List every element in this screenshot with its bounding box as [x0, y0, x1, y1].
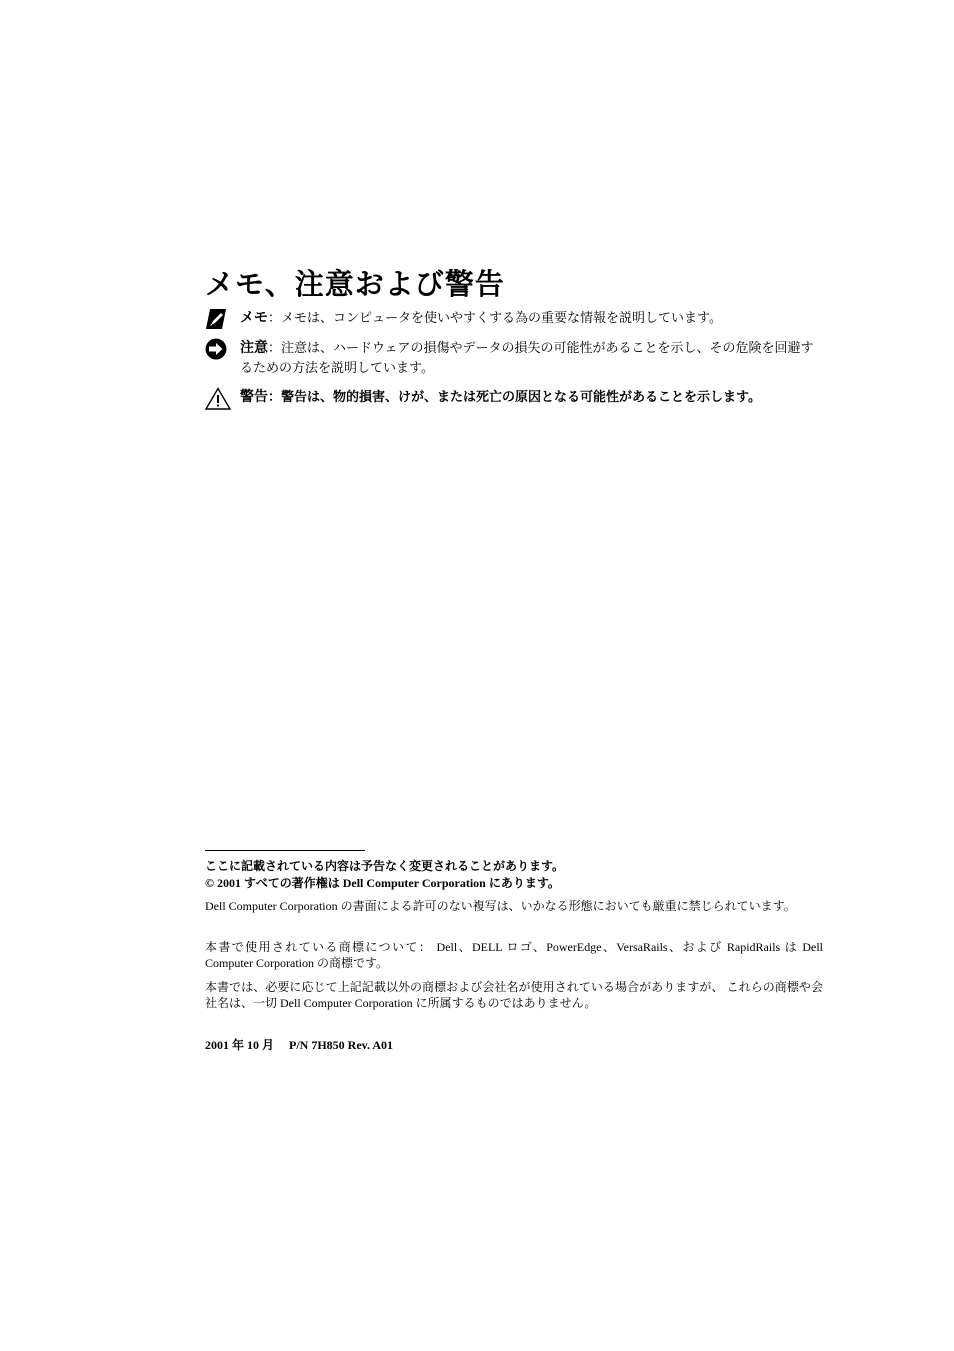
warning-text [240, 387, 825, 408]
caution-separator: ： [268, 341, 282, 356]
arrow-circle-icon [205, 338, 229, 362]
part-number-line: 2001 年 10 月 P/N 7H850 Rev. A01 [205, 1038, 393, 1052]
note-text [240, 308, 825, 329]
warning-label: 警告 [240, 389, 268, 405]
trademark-notice: 本書で使用されている商標について： Dell、DELL ロゴ、PowerEdge、VersaRails、および RapidRails は Dell Computer Corporation の商標です。 [205, 940, 823, 970]
caution-body: 注意は、ハードウェアの損傷やデータの損失の可能性があることを示し、その危険を回避するための方法を説明しています。 [240, 341, 814, 376]
change-notice: ここに記載されている内容は予告なく変更されることがあります。 [205, 859, 565, 873]
note-body: メモは、コンピュータを使いやすくする為の重要な情報を説明しています。 [281, 311, 722, 326]
warning-triangle-icon [205, 387, 229, 411]
other-trademark-notice: 本書では、必要に応じて上記記載以外の商標および会社名が使用されている場合がありますが、 これらの商標や会社名は、一切 Dell Computer Corporation に所属するものではありません。 [205, 980, 823, 1010]
footnote-divider [205, 850, 365, 851]
warning-body: 警告は、物的損害、けが、または死亡の原因となる可能性があることを示します。 [281, 390, 761, 405]
note-label: メモ [240, 310, 268, 326]
note-notice [205, 308, 825, 329]
warning-notice [205, 387, 825, 408]
copyright-line: © 2001 すべての著作権は Dell Computer Corporation にあります。 [205, 876, 560, 890]
warning-separator: ： [268, 390, 282, 405]
reproduction-notice: Dell Computer Corporation の書面による許可のない複写は、いかなる形態においても厳重に禁じられています。 [205, 899, 796, 913]
note-separator: ： [268, 311, 282, 326]
caution-label: 注意 [240, 340, 268, 356]
note-pencil-icon [205, 308, 229, 332]
page-title: メモ、注意および警告 [205, 267, 505, 301]
caution-notice [205, 338, 825, 379]
caution-text [240, 338, 825, 379]
